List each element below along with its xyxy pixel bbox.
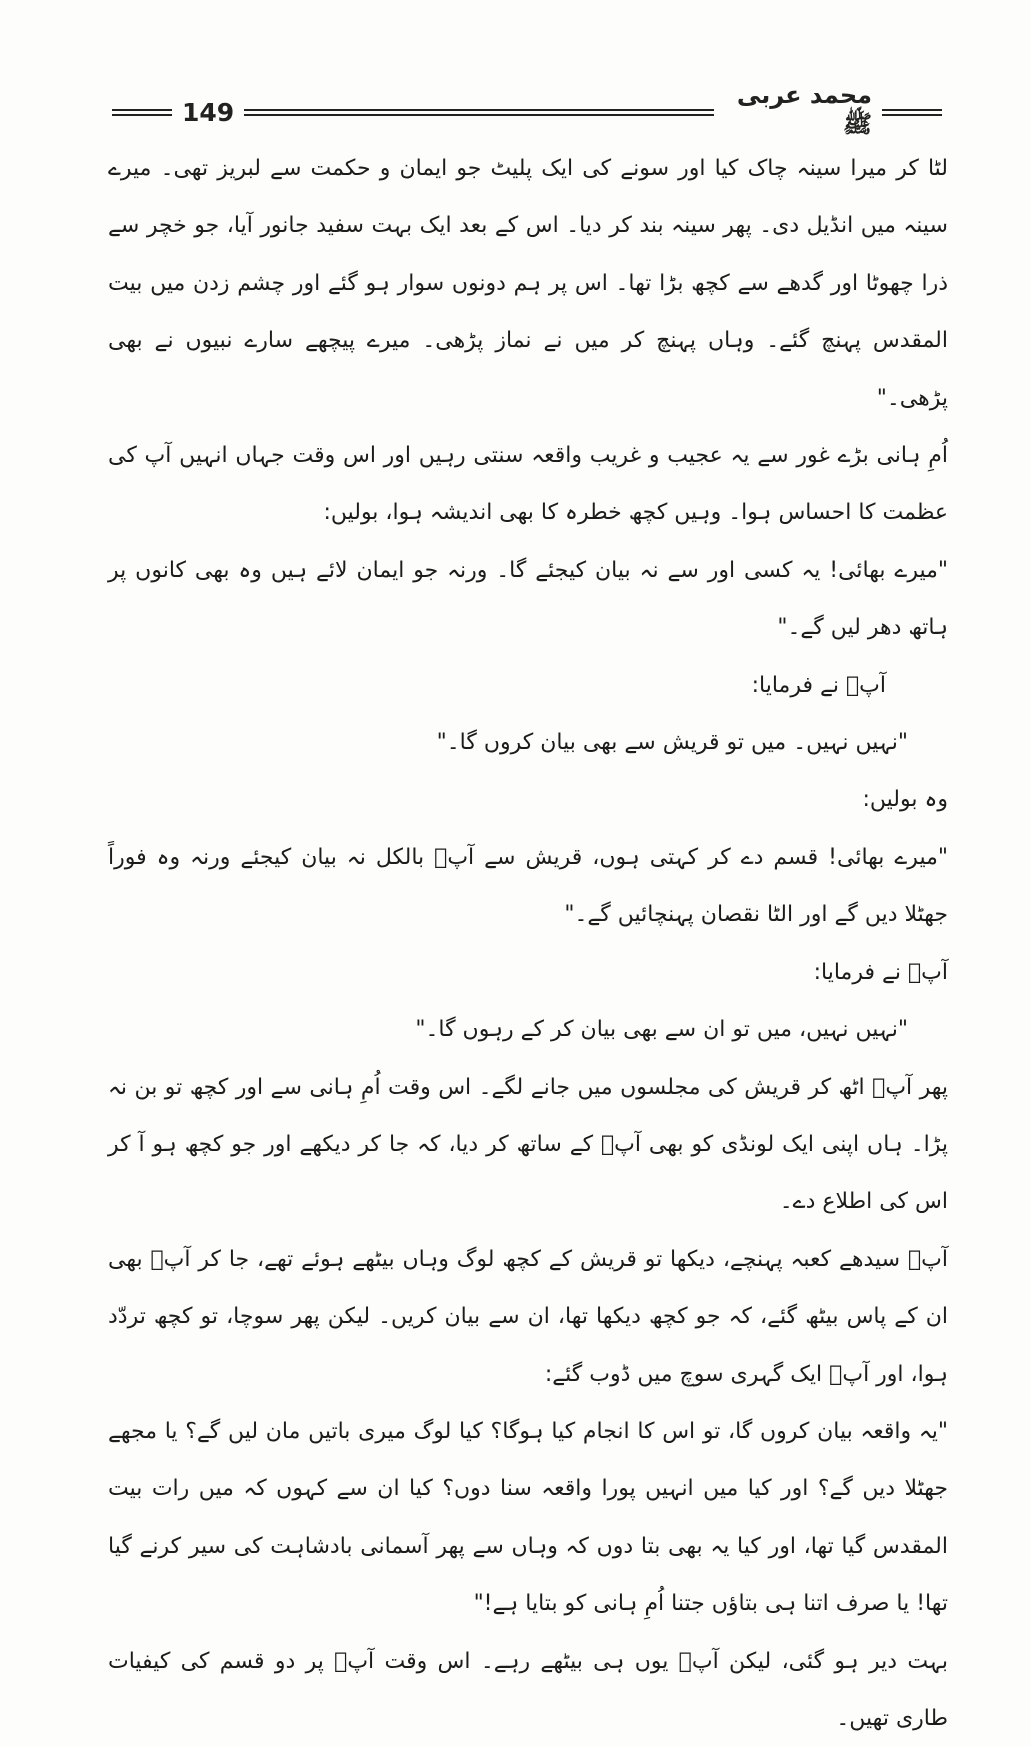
page-number: 149 bbox=[182, 97, 235, 127]
paragraph: آپؐ نے فرمایا: bbox=[751, 672, 886, 698]
paragraph: آپؐ سیدھے کعبہ پہنچے، دیکھا تو قریش کے کچھ لوگ وہاں بیٹھے ہوئے تھے، جا کر آپؐ بھی ان کے پاس بیٹھ گئے، کہ جو کچھ دیکھا تھا، ان سے بیان کریں۔ لیکن پھر سوچا، تو کچھ تردّد ہوا، اور آپؐ ایک گہری سوچ میں ڈوب گئے: bbox=[108, 1246, 948, 1387]
paragraph: "میرے بھائی! یہ کسی اور سے نہ بیان کیجئے گا۔ ورنہ جو ایمان لائے ہیں وہ بھی کانوں پر ہاتھ دھر لیں گے۔" bbox=[108, 557, 948, 641]
header-rule-left bbox=[112, 109, 172, 116]
paragraph: اُمِ ہانی بڑے غور سے یہ عجیب و غریب واقعہ سنتی رہیں اور اس وقت جہاں انہیں آپ کی عظمت کا احساس ہوا۔ وہیں کچھ خطرہ کا بھی اندیشہ ہوا، بولیں: bbox=[108, 443, 948, 526]
paragraph: "نہیں نہیں، میں تو ان سے بھی بیان کر کے رہوں گا۔" bbox=[415, 1017, 908, 1043]
paragraph: بہت دیر ہو گئی، لیکن آپؐ یوں ہی بیٹھے رہے۔ اس وقت آپؐ پر دو قسم کی کیفیات طاری تھیں۔ bbox=[108, 1648, 948, 1731]
paragraph: پھر آپؐ اٹھ کر قریش کی مجلسوں میں جانے لگے۔ اس وقت اُمِ ہانی سے اور کچھ تو بن نہ پڑا۔ ہاں اپنی ایک لونڈی کو بھی آپؐ کے ساتھ کر دیا، کہ جا کر دیکھے اور جو کچھ ہو آ کر اس کی اطلاع دے۔ bbox=[108, 1074, 948, 1215]
paragraph: لٹا کر میرا سینہ چاک کیا اور سونے کی ایک پلیٹ جو ایمان و حکمت سے لبریز تھی۔ میرے سینہ میں انڈیل دی۔ پھر سینہ بند کر دیا۔ اس کے بعد ایک بہت سفید جانور آیا، جو خچر سے ذرا چھوٹا اور گدھے سے کچھ بڑا تھا۔ اس پر ہم دونوں سوار ہو گئے اور چشم زدن میں بیت المقدس پہنچ گئے۔ وہاں پہنچ کر میں نے نماز پڑھی۔ میرے پیچھے سارے نبیوں نے بھی پڑھی۔" bbox=[108, 156, 948, 411]
header-rule-middle bbox=[244, 109, 714, 116]
book-title: محمد عربی ﷺ bbox=[736, 80, 872, 138]
header-rule-right bbox=[882, 109, 942, 116]
page-header bbox=[112, 80, 942, 138]
paragraph: "نہیں نہیں۔ میں تو قریش سے بھی بیان کروں گا۔" bbox=[436, 730, 908, 756]
paragraph: "میرے بھائی! قسم دے کر کہتی ہوں، قریش سے آپؐ بالکل نہ بیان کیجئے ورنہ وہ فوراً جھٹلا دیں گے اور الٹا نقصان پہنچائیں گے۔" bbox=[108, 844, 948, 928]
paragraph: آپؐ نے فرمایا: bbox=[813, 959, 948, 985]
paragraph: "یہ واقعہ بیان کروں گا، تو اس کا انجام کیا ہوگا؟ کیا لوگ میری باتیں مان لیں گے؟ یا مجھے جھٹلا دیں گے؟ اور کیا میں انہیں پورا واقعہ سنا دوں؟ کیا ان سے کہوں کہ میں رات بیت المقدس گیا تھا، اور کیا یہ بھی بتا دوں کہ وہاں سے پھر آسمانی بادشاہت کی سیر کرنے گیا تھا! یا صرف اتنا ہی بتاؤں جتنا اُمِ ہانی کو بتایا ہے!" bbox=[108, 1418, 948, 1617]
body-text bbox=[108, 140, 948, 1747]
paragraph: وہ بولیں: bbox=[862, 787, 948, 813]
